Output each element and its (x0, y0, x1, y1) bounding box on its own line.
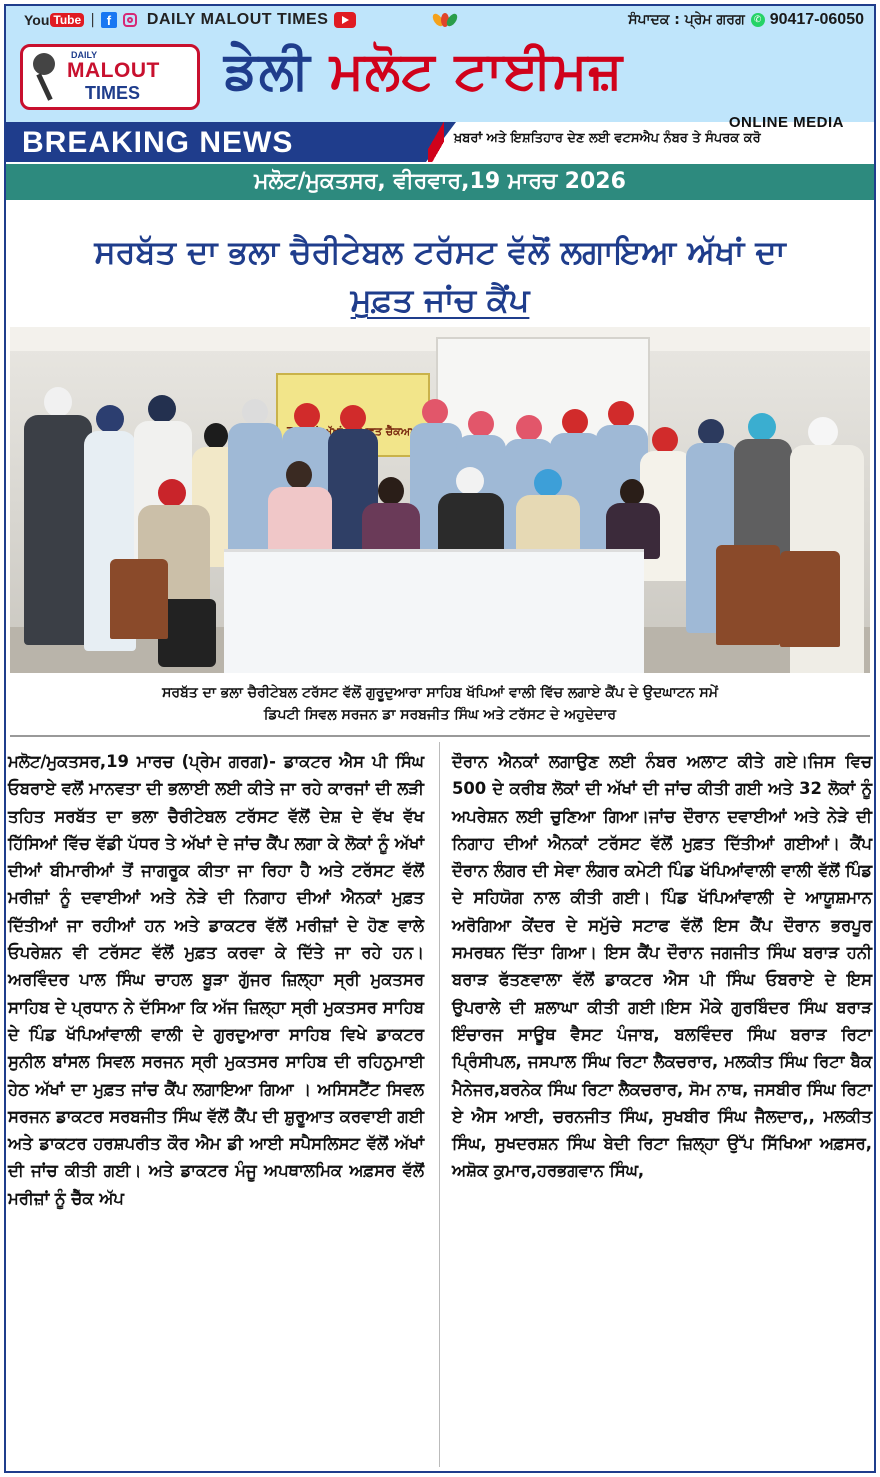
banner-accent (428, 122, 444, 162)
headline-line-2: ਮੁਫ਼ਤ ਜਾਂਚ ਕੈਂਪ (350, 281, 530, 319)
article-photo (10, 327, 870, 673)
online-media-label: ONLINE MEDIA (728, 114, 844, 131)
social-bar (6, 6, 874, 34)
whatsapp-icon: ✆ (751, 13, 765, 27)
article-body-left: ਮਲੋਟ/ਮੁਕਤਸਰ,19 ਮਾਰਚ (ਪ੍ਰੇਮ ਗਰਗ)- ਡਾਕਟਰ ਐਸ ਪੀ ਸਿੰਘ ਓਬਰਾਏ ਵਲੋਂ ਮਾਨਵਤਾ ਦੀ ਭਲਾਈ ਲਈ ਕੀਤੇ ਜਾ ਰਹੇ ਕਾਰਜਾਂ ਦੀ ਲੜੀ ਤਹਿਤ ਸਰਬੱਤ ਦਾ ਭਲਾ ਚੈਰੀਟੇਬਲ ਟਰੱਸਟ ਵੱਲੋਂ ਦੇਸ਼ ਦੇ ਵੱਖ ਵੱਖ ਹਿੱਸਿਆਂ ਵਿੱਚ ਵੱਡੀ ਪੱਧਰ ਤੇ ਅੱਖਾਂ ਦੇ ਜਾਂਚ ਕੈਂਪ ਲਗਾ ਕੇ ਲੋਕਾਂ ਨੂੰ ਅੱਖਾਂ ਦੀਆਂ ਬੀਮਾਰੀਆਂ ਤੋਂ ਜਾਗਰੂਕ ਕੀਤਾ ਜਾ ਰਿਹਾ ਹੈ ਅਤੇ ਟਰੱਸਟ ਵੱਲੋਂ ਮਰੀਜ਼ਾਂ ਨੂੰ ਦਵਾਈਆਂ ਅਤੇ ਨੇੜੇ ਦੀ ਨਿਗਾਹ ਦੀਆਂ ਐਨਕਾਂ ਮੁਫ਼ਤ ਦਿੱਤੀਆਂ ਜਾ ਰਹੀਆਂ ਹਨ ਅਤੇ ਡਾਕਟਰ ਵੱਲੋਂ ਮਰੀਜ਼ਾਂ ਦੇ ਹੋਣ ਵਾਲੇ ਓਪਰੇਸ਼ਨ ਵੀ ਟਰੱਸਟ ਵੱਲੋਂ ਮੁਫ਼ਤ ਕਰਵਾ ਕੇ ਦਿੱਤੇ ਜਾ ਰਹੇ ਹਨ। ਅਰਵਿੰਦਰ ਪਾਲ ਸਿੰਘ ਚਾਹਲ ਬੂੜਾ ਗੁੱਜਰ ਜ਼ਿਲ੍ਹਾ ਸ੍ਰੀ ਮੁਕਤਸਰ ਸਾਹਿਬ ਦੇ ਪ੍ਰਧਾਨ ਨੇ ਦੱਸਿਆ ਕਿ ਅੱਜ ਜ਼ਿਲ੍ਹਾ ਸ੍ਰੀ ਮੁਕਤਸਰ ਸਾਹਿਬ ਦੇ ਪਿੰਡ ਖੱਪਿਆਂਵਾਲੀ ਵਾਲੀ ਦੇ ਗੁਰਦੁਆਰਾ ਸਾਹਿਬ ਵਿਖੇ ਡਾਕਟਰ ਸੁਨੀਲ ਬਾਂਸਲ ਸਿਵਲ ਸਰਜਨ ਸ੍ਰੀ ਮੁਕਤਸਰ ਸਾਹਿਬ ਦੀ ਰਹਿਨੁਮਾਈ ਹੇਠ ਅੱਖਾਂ ਦਾ ਮੁਫ਼ਤ ਜਾਂਚ ਕੈਂਪ ਲਗਾਇਆ ਗਿਆ । ਅਸਿਸਟੈਂਟ ਸਿਵਲ ਸਰਜਨ ਡਾਕਟਰ ਸਰਬਜੀਤ ਸਿੰਘ ਵੱਲੋਂ ਕੈਂਪ ਦੀ ਸ਼ੁਰੂਆਤ ਕਰਵਾਈ ਗਈ ਅਤੇ ਡਾਕਟਰ ਹਰਸ਼ਪਰੀਤ ਕੌਰ ਐਮ ਡੀ ਆਈ ਸਪੈਸਲਿਸਟ ਵੱਲੋਂ ਅੱਖਾਂ ਦੀ ਜਾਂਚ ਕੀਤੀ ਗਈ। ਅਤੇ ਡਾਕਟਰ ਮੰਜੂ ਅਪਥਾਲਮਿਕ ਅਫ਼ਸਰ ਵੱਲੋਂ ਮਰੀਜ਼ਾਂ ਨੂੰ ਚੈੱਕ ਅੱਪ (8, 752, 424, 1208)
camp-banner: ਚੈੱਕਅਪ (276, 373, 430, 457)
editor-info (628, 11, 864, 29)
logo-malout: MALOUT (67, 59, 160, 82)
instagram-icon[interactable] (123, 13, 137, 27)
article-body-right: ਦੌਰਾਨ ਐਨਕਾਂ ਲਗਾਉਣ ਲਈ ਨੰਬਰ ਅਲਾਟ ਕੀਤੇ ਗਏ।ਜਿਸ ਵਿਚ 500 ਦੇ ਕਰੀਬ ਲੋਕਾਂ ਦੀ ਅੱਖਾਂ ਦੀ ਜਾਂਚ ਕੀਤੀ ਗਈ ਅਤੇ 32 ਲੋਕਾਂ ਨੂੰ ਅਪਰੇਸ਼ਨ ਲਈ ਚੁਣਿਆ ਗਿਆ।ਜਾਂਚ ਦੌਰਾਨ ਦਵਾਈਆਂ ਅਤੇ ਨੇੜੇ ਦੀ ਨਿਗਾਹ ਦੀਆਂ ਐਨਕਾਂ ਟਰੱਸਟ ਵੱਲੋਂ ਮੁਫ਼ਤ ਦਿੱਤੀਆਂ ਗਈਆਂ। ਕੈਂਪ ਦੌਰਾਨ ਲੰਗਰ ਦੀ ਸੇਵਾ ਲੰਗਰ ਕਮੇਟੀ ਪਿੰਡ ਖੱਪਿਆਂਵਾਲੀ ਵਾਲੀ ਵੱਲੋਂ ਪਿੰਡ ਦੇ ਸਹਿਯੋਗ ਨਾਲ ਕੀਤੀ ਗਈ। ਪਿੰਡ ਖੱਪਿਆਂਵਾਲੀ ਦੇ ਆਯੂਸ਼ਮਾਨ ਅਰੋਗਿਆ ਕੇਂਦਰ ਦੇ ਸਮੁੱਚੇ ਸਟਾਫ ਵੱਲੋਂ ਇਸ ਕੈਂਪ ਦੌਰਾਨ ਭਰਪੂਰ ਸਮਰਥਨ ਦਿੱਤਾ ਗਿਆ। ਇਸ ਕੈਂਪ ਦੌਰਾਨ ਜਗਜੀਤ ਸਿੰਘ ਬਰਾੜ ਹਨੀ ਬਰਾੜ ਫੱਤਣਵਾਲਾ ਵੱਲੋਂ ਡਾਕਟਰ ਐਸ ਪੀ ਸਿੰਘ ਓਬਰਾਏ ਦੇ ਇਸ ਉਪਰਾਲੇ ਦੀ ਸ਼ਲਾਘਾ ਕੀਤੀ ਗਈ।ਇਸ ਮੌਕੇ ਗੁਰਬਿੰਦਰ ਸਿੰਘ ਬਰਾੜ ਇੰਚਾਰਜ ਸਾਊਥ ਵੈਸਟ ਪੰਜਾਬ, ਬਲਵਿੰਦਰ ਸਿੰਘ ਬਰਾੜ ਰਿਟਾ ਪ੍ਰਿੰਸੀਪਲ, ਜਸਪਾਲ ਸਿੰਘ ਰਿਟਾ ਲੈਕਚਰਾਰ, ਮਲਕੀਤ ਸਿੰਘ ਰਿਟਾ ਬੈਕ ਮੈਨੇਜਰ,ਬਰਨੇਕ ਸਿੰਘ ਰਿਟਾ ਲੈਕਚਰਾਰ, ਸੋਮ ਨਾਥ, ਜਸਬੀਰ ਸਿੰਘ ਰਿਟਾ ਏ ਐਸ ਆਈ, ਚਰਨਜੀਤ ਸਿੰਘ, ਸੁਖਬੀਰ ਸਿੰਘ ਜੈਲਦਾਰ,, ਮਲਕੀਤ ਸਿੰਘ, ਸੁਖਦਰਸ਼ਨ ਸਿੰਘ ਬੇਦੀ ਰਿਟਾ ਜ਼ਿਲ੍ਹਾ ਉੱਪ ਸਿੱਖਿਆ ਅਫ਼ਸਰ, ਅਸ਼ੋਕ ਕੁਮਾਰ,ਹਰਭਗਵਾਨ ਸਿੰਘ, (452, 752, 872, 1181)
facebook-icon[interactable]: f (101, 12, 117, 28)
section-divider (10, 735, 870, 737)
camp-table (224, 549, 644, 673)
chair (716, 545, 780, 645)
editor-name: ਸੰਪਾਦਕ : ਪ੍ਰੇਮ ਗਰਗ (628, 12, 745, 28)
youtube-icon[interactable]: You Tube (24, 12, 84, 28)
article-headline (16, 228, 864, 324)
phone-number[interactable]: 90417-06050 (769, 11, 864, 28)
logo-times: TIMES (85, 83, 141, 103)
breaking-news-banner (6, 122, 426, 162)
photo-caption: ਸਰਬੱਤ ਦਾ ਭਲਾ ਚੈਰੀਟੇਬਲ ਟਰੱਸਟ ਵੱਲੋਂ ਗੁਰੂਦੁਆਰਾ ਸਾਹਿਬ ਖੱਪਿਆਂ ਵਾਲੀ ਵਿੱਚ ਲਗਾਏ ਕੈਂਪ ਦੇ ਉਦਘਾਟਨ ਸਮੇਂ ਡਿਪਟੀ ਸਿਵਲ ਸਰਜਨ ਡਾ ਸਰਬਜੀਤ ਸਿੰਘ ਅਤੇ ਟਰੱਸਟ ਦੇ ਅਹੁਦੇਦਾਰ (162, 685, 718, 723)
contact-note: ਖ਼ਬਰਾਂ ਅਤੇ ਇਸ਼ਤਿਹਾਰ ਦੇਣ ਲਈ ਵਟਸਐਪ ਨੰਬਰ ਤੇ ਸੰਪਰਕ ਕਰੋ (454, 131, 761, 146)
lotus-icon (434, 11, 456, 29)
brand-name: DAILY MALOUT TIMES (146, 11, 329, 28)
page-frame (4, 4, 876, 1473)
newspaper-title: ਡੇਲੀ ਮਲੋਟ ਟਾਈਮਜ਼ (224, 41, 624, 101)
logo (20, 44, 200, 110)
video-icon (334, 12, 356, 28)
chair (780, 551, 840, 647)
chair (110, 559, 168, 639)
breaking-news-label: BREAKING NEWS (22, 126, 294, 159)
logo-daily: DAILY (71, 50, 98, 60)
column-divider (439, 742, 440, 1467)
headline-line-1: ਸਰਬੱਤ ਦਾ ਭਲਾ ਚੈਰੀਟੇਬਲ ਟਰੱਸਟ ਵੱਲੋਂ ਲਗਾਇਆ ਅੱਖਾਂ ਦਾ (94, 233, 786, 271)
divider: | (90, 12, 95, 28)
date-line: ਮਲੋਟ/ਮੁਕਤਸਰ, ਵੀਰਵਾਰ,19 ਮਾਰਚ 2026 (6, 164, 874, 200)
masthead (6, 6, 874, 131)
microphone-icon (33, 53, 55, 75)
